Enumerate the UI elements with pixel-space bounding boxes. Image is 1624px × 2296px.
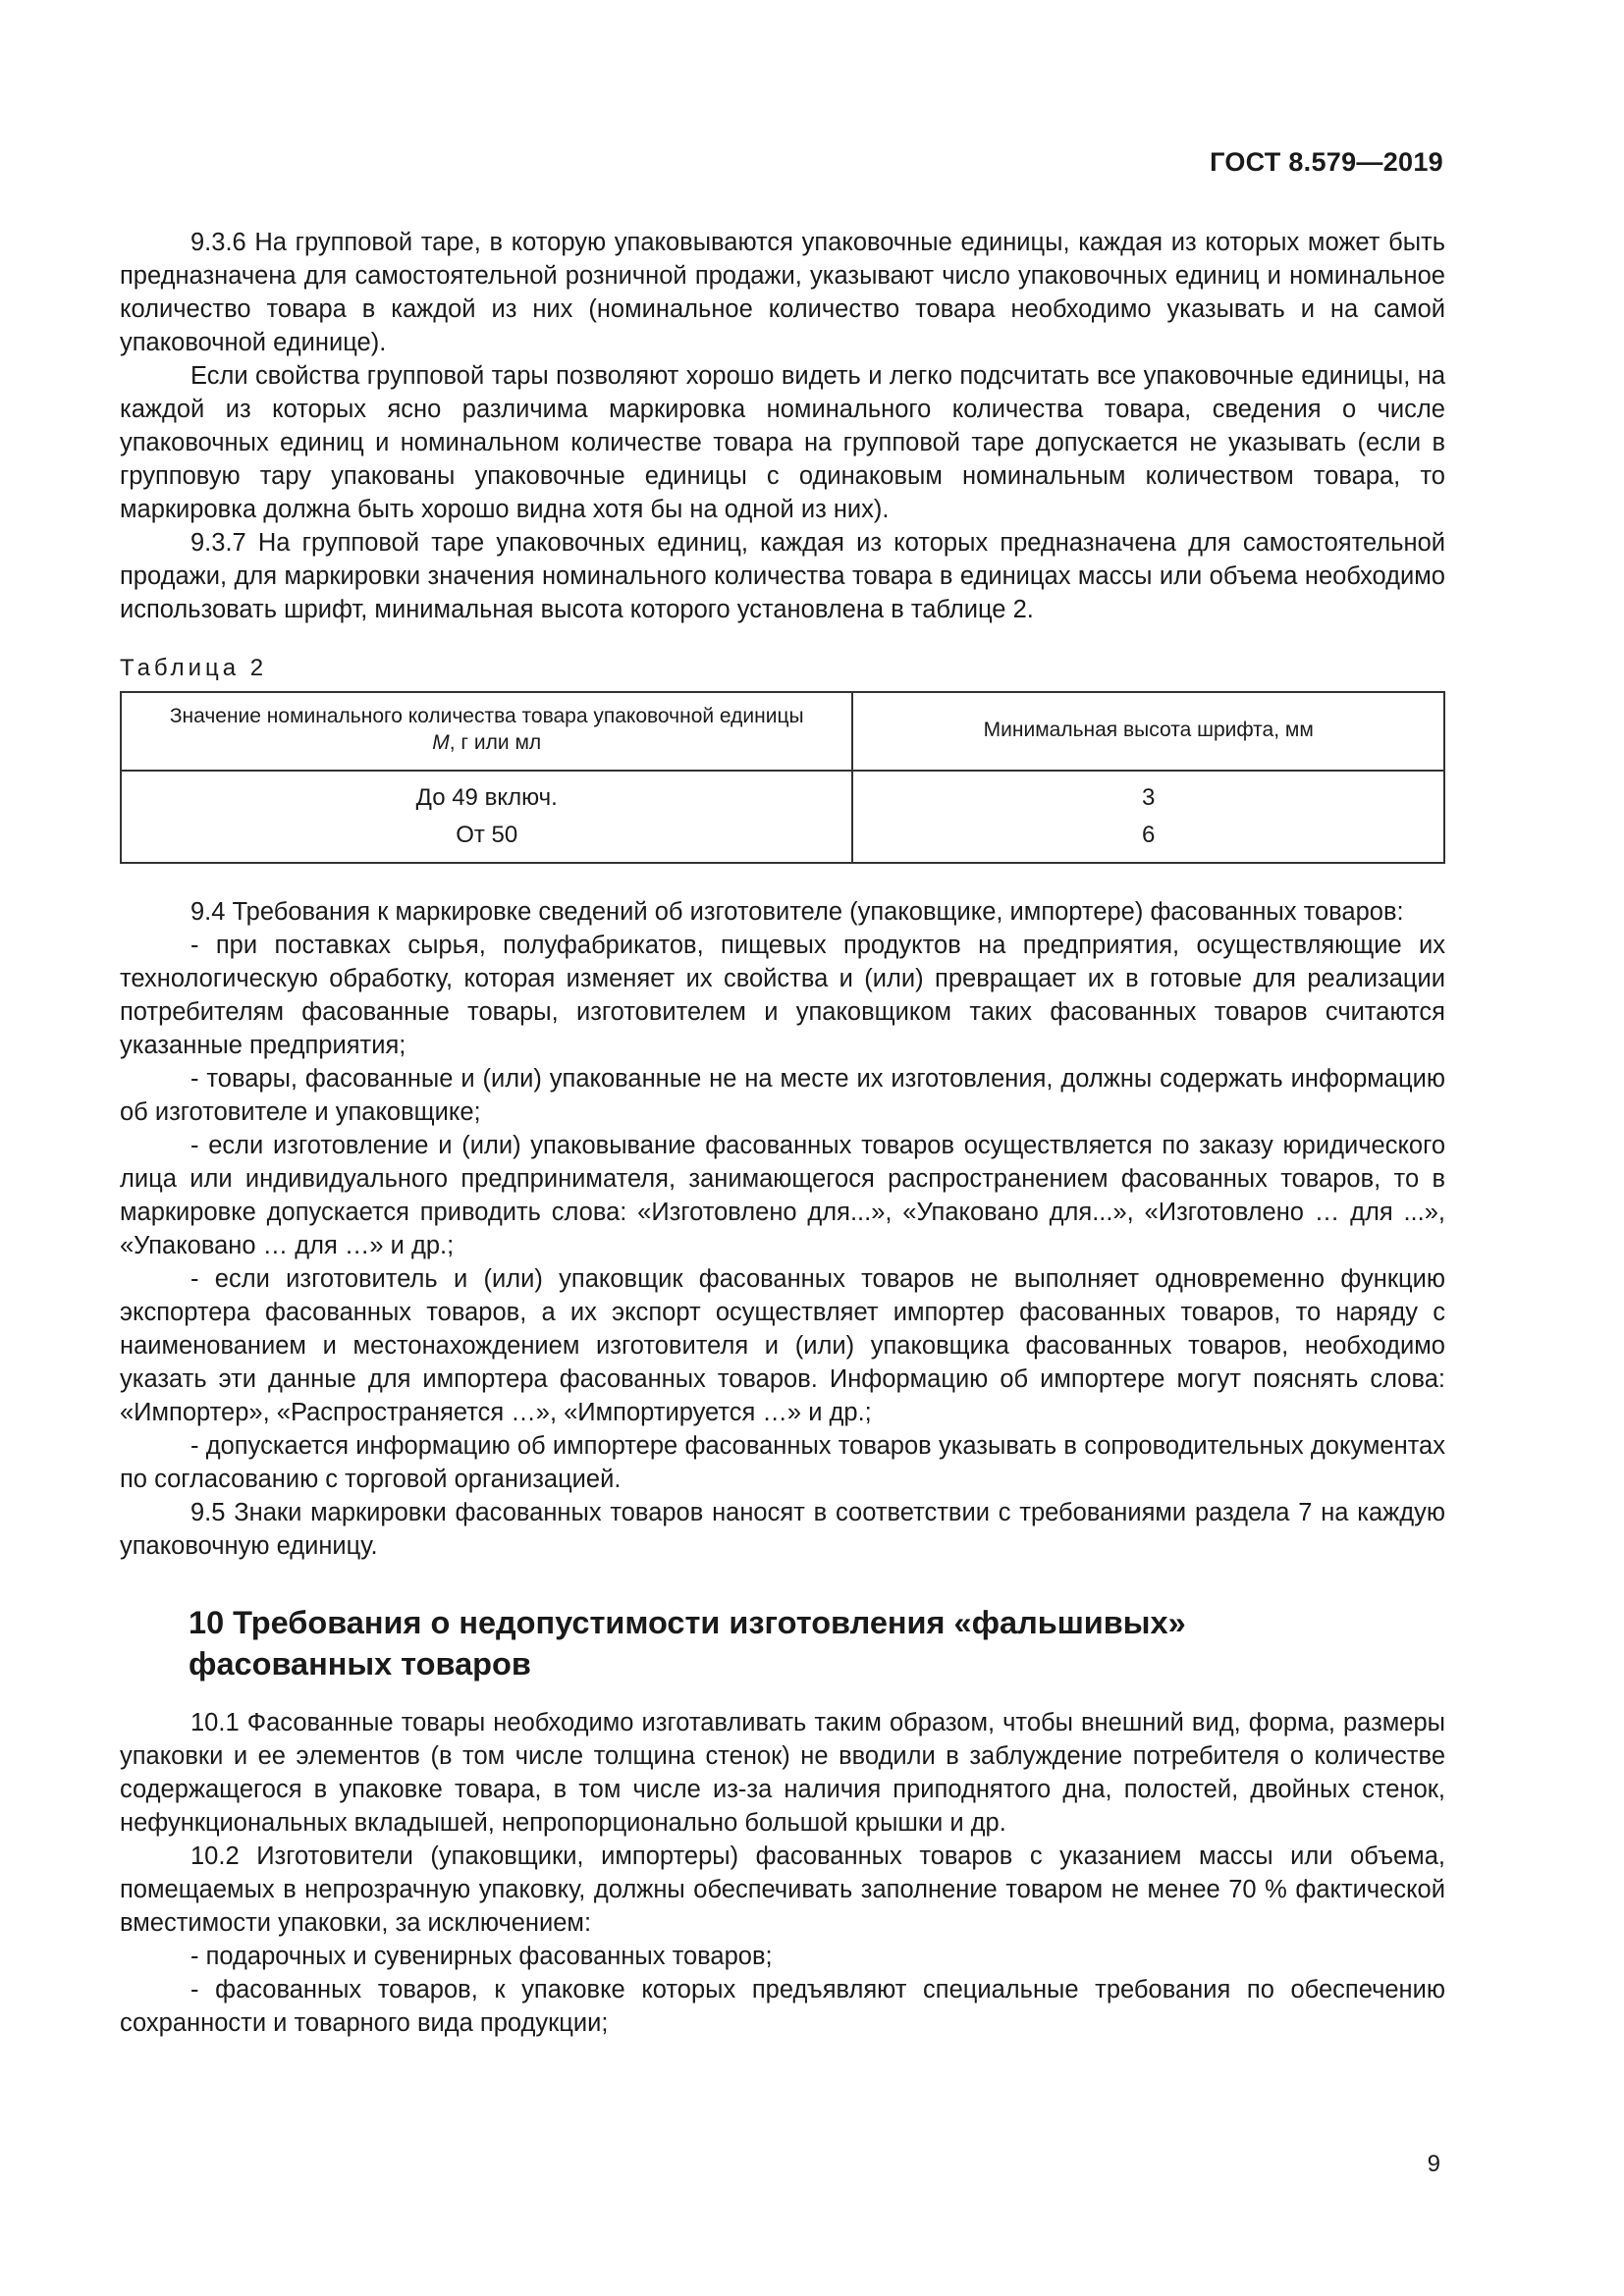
list-item: - фасованных товаров, к упаковке которых предъявляют специальные требования по обеспечению сохранности и товарного вида продукции;	[120, 1976, 1445, 2037]
table-cell-value: До 49 включ.	[121, 771, 852, 817]
paragraph: Если свойства групповой тары позволяют хорошо видеть и легко подсчитать все упаковочные единицы, на каждой из которых ясно различима маркировка номинального количества товара, сведения о числе упаковочных единиц и номинальном количестве товара на групповой таре допускается не указывать (если в групповую тару упакованы упаковочные единицы с одинаковым номинальным количеством товара, то маркировка должна быть хорошо видна хотя бы на одной из них).	[120, 362, 1445, 523]
section-heading-10: 10 Требования о недопустимости изготовления «фальшивых» фасованных товаров	[189, 1605, 1186, 1682]
mass-variable: M	[432, 731, 450, 754]
paragraph-9-3-7: 9.3.7 На групповой таре упаковочных единиц, каждая из которых предназначена для самостоятельной продажи, для маркировки значения номинального количества товара в единицах массы или объема необходимо использовать шрифт, минимальная высота которого установлена в таблице 2.	[120, 529, 1445, 623]
paragraph-9-3-6: 9.3.6 На групповой таре, в которую упаковываются упаковочные единицы, каждая из которых может быть предназначена для самостоятельной розничной продажи, указывают число упаковочных единиц и номинальное количество товара в каждой из них (номинальное количество товара необходимо указывать и на самой упаковочной единице).	[120, 229, 1445, 356]
standard-number: ГОСТ 8.579—2019	[1210, 147, 1443, 177]
table-header-row	[121, 692, 1444, 771]
table-header-quantity: Значение номинального количества товара упаковочной единицы M, г или мл	[121, 692, 852, 771]
table-cell-height: 3	[852, 771, 1444, 817]
list-item: - подарочных и сувенирных фасованных товаров;	[190, 1943, 773, 1970]
list-item: - если изготовление и (или) упаковывание фасованных товаров осуществляется по заказу юридического лица или индивидуального предпринимателя, занимающегося распространением фасованных товаров, то в маркировке допускается приводить слова: «Изготовлено для...», «Упаковано для...», «Изготовлено … для ...», «Упаковано … для …» и др.;	[120, 1132, 1445, 1259]
list-item: - допускается информацию об импортере фасованных товаров указывать в сопроводительных документах по согласованию с торговой организацией.	[120, 1432, 1445, 1493]
paragraph-10-1: 10.1 Фасованные товары необходимо изготавливать таким образом, чтобы внешний вид, форма, размеры упаковки и ее элементов (в том числе толщина стенок) не вводили в заблуждение потребителя о количестве содержащегося в упаковке товара, в том числе из-за наличия приподнятого дна, полостей, двойных стенок, нефункциональных вкладышей, непропорционально большой крышки и др.	[120, 1709, 1445, 1837]
paragraph-9-5: 9.5 Знаки маркировки фасованных товаров наносят в соответствии с требованиями раздела 7 на каждую упаковочную единицу.	[120, 1499, 1445, 1560]
list-item: - при поставках сырья, полуфабрикатов, пищевых продуктов на предприятия, осуществляющие их технологическую обработку, которая изменяет их свойства и (или) превращает их в готовые для реализации потребителям фасованные товары, изготовителем и упаковщиком таких фасованных товаров считаются указанные предприятия;	[120, 932, 1445, 1059]
table-header-font-height: Минимальная высота шрифта, мм	[852, 692, 1444, 771]
list-item: - если изготовитель и (или) упаковщик фасованных товаров не выполняет одновременно функцию экспортера фасованных товаров, а их экспорт осуществляет импортер фасованных товаров, то наряду с наименованием и местонахождением изготовителя и (или) упаковщика фасованных товаров, необходимо указать эти данные для импортера фасованных товаров. Информацию об импортере могут пояснять слова: «Импортер», «Распространяется …», «Импортируется …» и др.;	[120, 1265, 1445, 1426]
table-row	[121, 771, 1444, 817]
font-height-table	[120, 691, 1445, 864]
table-cell-height: 6	[852, 817, 1444, 863]
table-caption: Таблица 2	[120, 655, 268, 681]
table-row	[121, 817, 1444, 863]
page-content	[120, 226, 1445, 2040]
page-number: 9	[1427, 2151, 1440, 2177]
paragraph-9-4: 9.4 Требования к маркировке сведений об изготовителе (упаковщике, импортере) фасованных товаров:	[190, 898, 1404, 926]
list-item: - товары, фасованные и (или) упакованные не на месте их изготовления, должны содержать информацию об изготовителе и упаковщике;	[120, 1065, 1445, 1126]
table-cell-value: От 50	[121, 817, 852, 863]
paragraph-10-2: 10.2 Изготовители (упаковщики, импортеры) фасованных товаров с указанием массы или объема, помещаемых в непрозрачную упаковку, должны обеспечивать заполнение товаром не менее 70 % фактической вместимости упаковки, за исключением:	[120, 1842, 1445, 1937]
section-9-4	[120, 895, 1445, 1563]
